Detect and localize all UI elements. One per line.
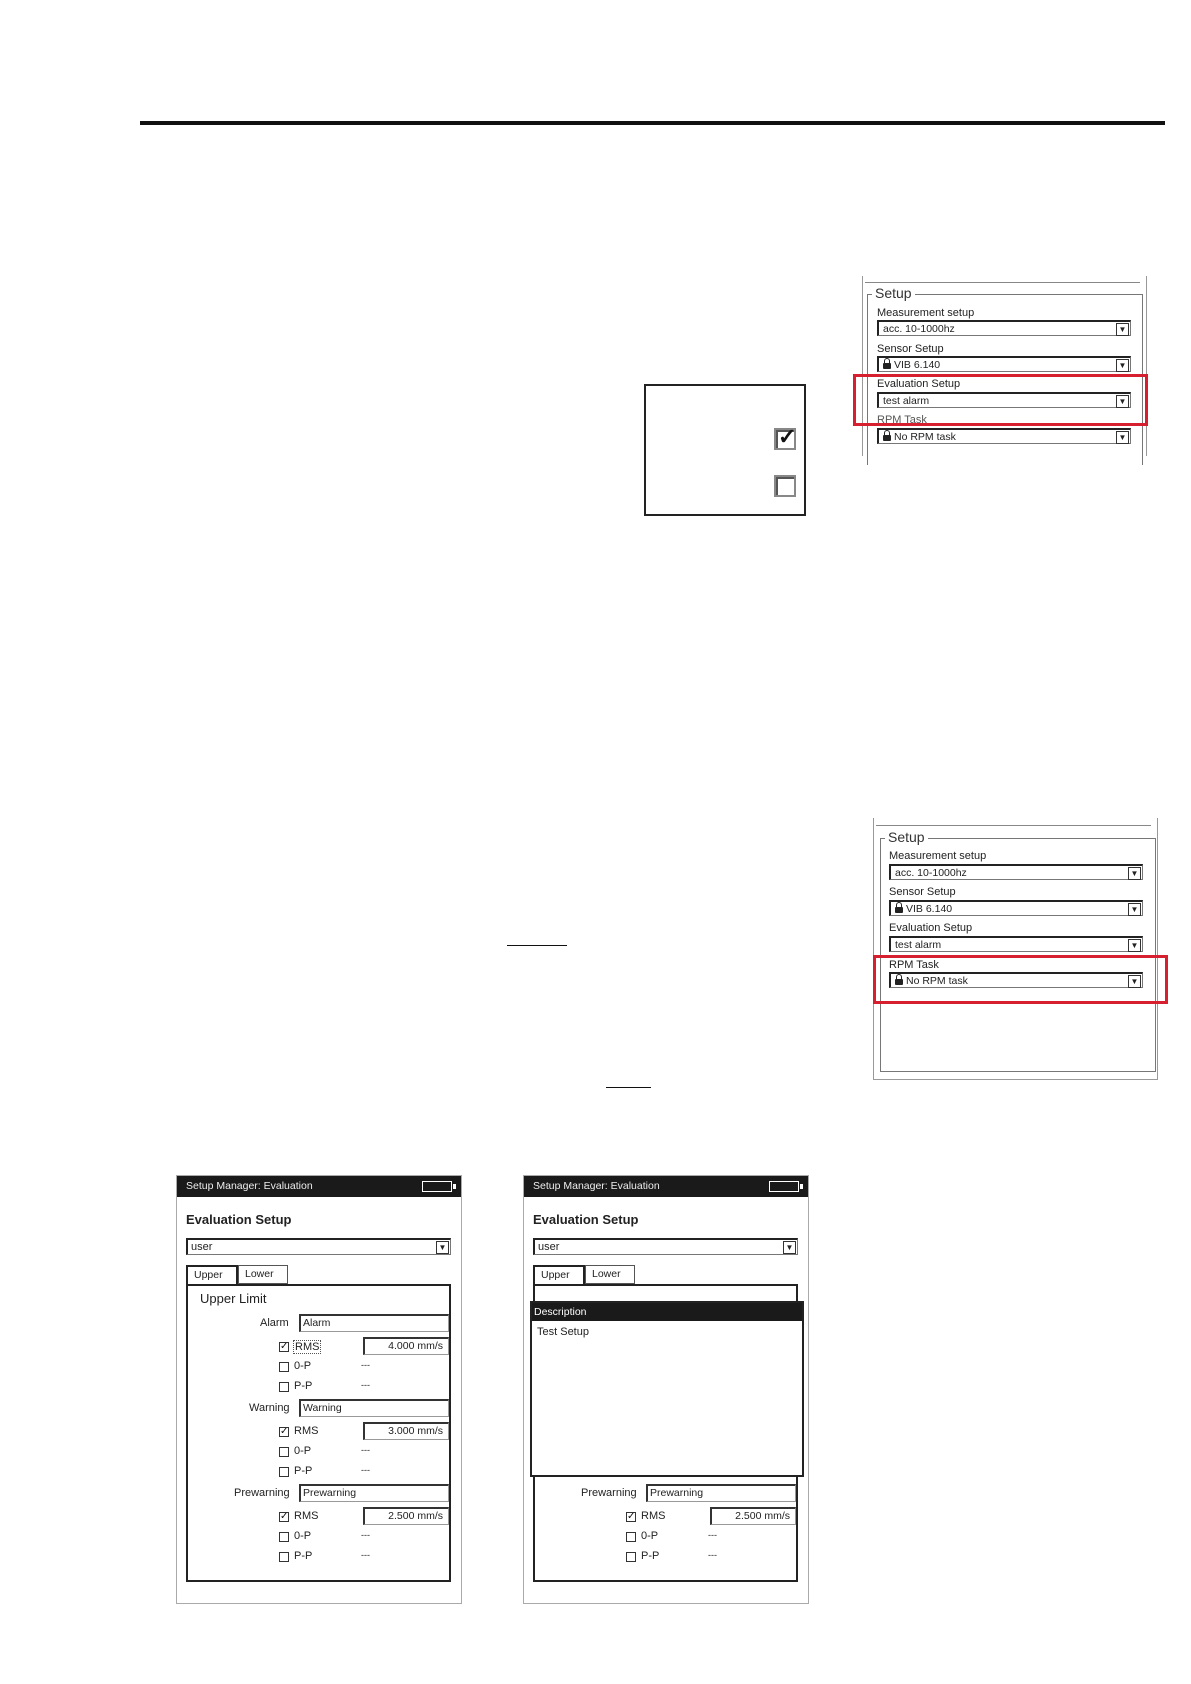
dropdown-arrow-icon[interactable]: ▼ (436, 1241, 449, 1254)
alarm-label: Alarm (260, 1317, 289, 1329)
prewarning-pp-checkbox[interactable] (279, 1552, 289, 1562)
alarm-name-field[interactable]: Alarm (299, 1314, 449, 1332)
sensor-setup-value: VIB 6.140 (906, 903, 953, 915)
prewarning-rms-value[interactable]: 2.500 mm/s (710, 1507, 796, 1525)
prewarning-0p-value: --- (361, 1530, 370, 1540)
warning-pp-value: --- (361, 1465, 370, 1475)
dropdown-arrow-icon[interactable]: ▼ (1128, 939, 1141, 952)
device-screen-2 (523, 1175, 809, 1604)
tab-upper[interactable]: Upper (533, 1265, 585, 1284)
measurement-setup-label: Measurement setup (889, 850, 987, 862)
alarm-0p-value: --- (361, 1360, 370, 1370)
sensor-setup-dropdown[interactable] (889, 900, 1143, 916)
header-rule (140, 121, 1165, 125)
setup-panel-2 (873, 818, 1158, 1080)
unchecked-checkbox (774, 475, 796, 497)
tab-lower[interactable]: Lower (238, 1265, 288, 1284)
warning-pp-label: P-P (294, 1465, 313, 1477)
warning-rms-checkbox[interactable]: ✓ (280, 1426, 289, 1437)
setup-group-title: Setup (872, 285, 915, 301)
device-title-bar (524, 1176, 808, 1197)
measurement-setup-label: Measurement setup (877, 307, 975, 319)
evaluation-setup-heading: Evaluation Setup (186, 1212, 292, 1227)
highlight-evaluation-setup (853, 374, 1148, 426)
prewarning-name-field[interactable]: Prewarning (299, 1484, 449, 1502)
evaluation-setup-label: Evaluation Setup (889, 922, 973, 934)
measurement-setup-value: acc. 10-1000hz (883, 323, 955, 335)
dropdown-arrow-icon[interactable]: ▼ (1116, 431, 1129, 444)
rpm-task-value: No RPM task (906, 975, 968, 987)
device-title: Setup Manager: Evaluation (186, 1180, 313, 1192)
device-screen-1 (176, 1175, 462, 1604)
setup-panel-1 (862, 276, 1147, 456)
alarm-pp-label: P-P (294, 1380, 313, 1392)
checkbox-legend-box (644, 384, 806, 516)
dropdown-arrow-icon[interactable]: ▼ (1116, 323, 1129, 336)
sensor-setup-label: Sensor Setup (889, 886, 956, 898)
prewarning-pp-value: --- (708, 1550, 717, 1560)
evaluation-setup-dropdown[interactable] (889, 936, 1143, 952)
device-title: Setup Manager: Evaluation (533, 1180, 660, 1192)
upper-limit-panel (186, 1284, 451, 1582)
upper-limit-title: Upper Limit (200, 1291, 267, 1306)
rpm-task-dropdown[interactable] (877, 428, 1131, 444)
warning-0p-checkbox[interactable] (279, 1447, 289, 1457)
prewarning-rms-checkbox[interactable]: ✓ (627, 1511, 636, 1522)
prewarning-label: Prewarning (581, 1487, 637, 1499)
alarm-rms-value[interactable]: 4.000 mm/s (363, 1337, 449, 1355)
alarm-pp-value: --- (361, 1380, 370, 1390)
measurement-setup-dropdown[interactable] (889, 864, 1143, 880)
evaluation-setup-heading: Evaluation Setup (533, 1212, 639, 1227)
prewarning-label: Prewarning (234, 1487, 290, 1499)
warning-rms-label: RMS (294, 1425, 319, 1437)
sensor-setup-dropdown[interactable] (877, 356, 1131, 372)
prewarning-0p-label: 0-P (294, 1530, 312, 1542)
evaluation-setup-label: Evaluation Setup (877, 378, 961, 390)
warning-pp-checkbox[interactable] (279, 1467, 289, 1477)
highlight-rpm-task (873, 955, 1168, 1004)
setup-group-title: Setup (885, 829, 928, 845)
dropdown-value: user (538, 1241, 560, 1253)
alarm-rms-checkbox[interactable]: ✓ (280, 1341, 289, 1352)
sensor-setup-label: Sensor Setup (877, 343, 944, 355)
description-popup[interactable] (530, 1301, 804, 1477)
prewarning-rms-label: RMS (641, 1510, 666, 1522)
check-icon: ✓ (778, 424, 797, 449)
sensor-setup-value: VIB 6.140 (894, 359, 941, 371)
underline-mark (507, 945, 567, 946)
tab-upper[interactable]: Upper (186, 1265, 238, 1284)
lock-icon (895, 907, 903, 913)
measurement-setup-value: acc. 10-1000hz (895, 867, 967, 879)
warning-name-field[interactable]: Warning (299, 1399, 449, 1417)
dropdown-arrow-icon[interactable]: ▼ (1128, 975, 1141, 988)
warning-rms-value[interactable]: 3.000 mm/s (363, 1422, 449, 1440)
setup-panel-top-line (865, 282, 1140, 283)
warning-0p-label: 0-P (294, 1445, 312, 1457)
measurement-setup-dropdown[interactable] (877, 320, 1131, 336)
prewarning-rms-label: RMS (294, 1510, 319, 1522)
lock-icon (883, 363, 891, 369)
evaluation-setup-dropdown[interactable] (533, 1238, 798, 1255)
prewarning-rms-value[interactable]: 2.500 mm/s (363, 1507, 449, 1525)
description-popup-title: Description (532, 1303, 802, 1321)
underline-mark (606, 1087, 651, 1088)
battery-icon (769, 1181, 799, 1192)
prewarning-name-field[interactable]: Prewarning (646, 1484, 796, 1502)
dropdown-value: user (191, 1241, 213, 1253)
prewarning-pp-value: --- (361, 1550, 370, 1560)
prewarning-pp-label: P-P (294, 1550, 313, 1562)
prewarning-pp-checkbox[interactable] (626, 1552, 636, 1562)
description-text[interactable]: Test Setup (537, 1326, 589, 1338)
dropdown-arrow-icon[interactable]: ▼ (1128, 867, 1141, 880)
lock-icon (883, 435, 891, 441)
tab-lower[interactable]: Lower (585, 1265, 635, 1284)
dropdown-arrow-icon[interactable]: ▼ (783, 1241, 796, 1254)
prewarning-0p-value: --- (708, 1530, 717, 1540)
evaluation-setup-dropdown[interactable] (186, 1238, 451, 1255)
alarm-pp-checkbox[interactable] (279, 1382, 289, 1392)
evaluation-setup-value: test alarm (895, 939, 942, 951)
dropdown-arrow-icon[interactable]: ▼ (1116, 359, 1129, 372)
warning-label: Warning (249, 1402, 290, 1414)
setup-panel-top-line (876, 825, 1151, 826)
rpm-task-label: RPM Task (889, 959, 939, 971)
prewarning-0p-checkbox[interactable] (626, 1532, 636, 1542)
prewarning-rms-checkbox[interactable]: ✓ (280, 1511, 289, 1522)
checked-checkbox (774, 424, 797, 450)
rpm-task-label: RPM Task (877, 414, 927, 426)
rpm-task-value: No RPM task (894, 431, 956, 443)
alarm-rms-label: RMS (295, 1341, 320, 1353)
battery-icon (422, 1181, 452, 1192)
alarm-0p-checkbox[interactable] (279, 1362, 289, 1372)
device-title-bar (177, 1176, 461, 1197)
dropdown-arrow-icon[interactable]: ▼ (1116, 395, 1129, 408)
evaluation-setup-value: test alarm (883, 395, 930, 407)
dropdown-arrow-icon[interactable]: ▼ (1128, 903, 1141, 916)
prewarning-0p-checkbox[interactable] (279, 1532, 289, 1542)
prewarning-0p-label: 0-P (641, 1530, 659, 1542)
prewarning-pp-label: P-P (641, 1550, 660, 1562)
alarm-0p-label: 0-P (294, 1360, 312, 1372)
warning-0p-value: --- (361, 1445, 370, 1455)
